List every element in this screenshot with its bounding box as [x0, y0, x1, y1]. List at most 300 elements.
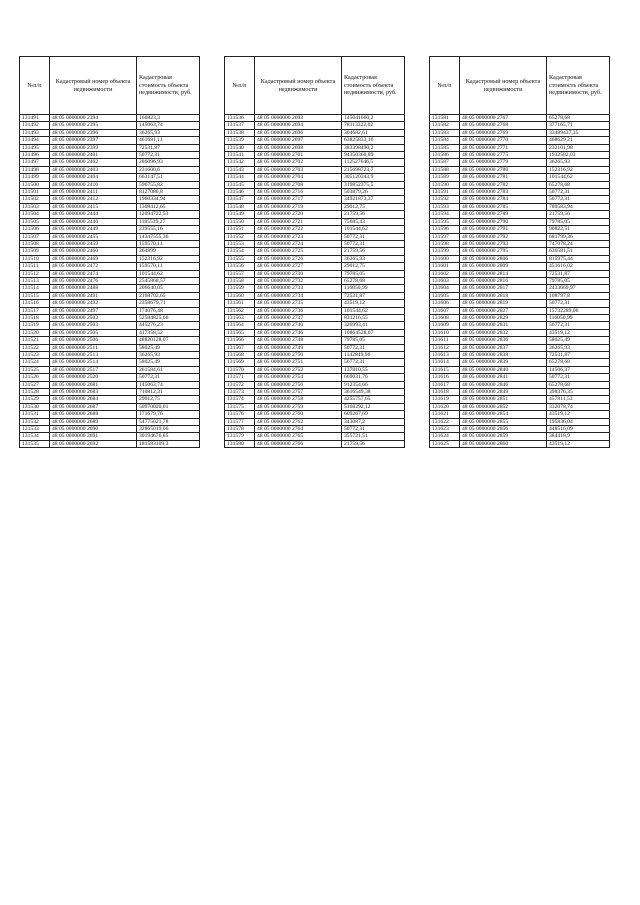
table-row [225, 270, 405, 277]
cadastral-table-2 [224, 56, 405, 448]
row-number: 131537 [225, 122, 255, 129]
cadastral-cost: 159570,11 [137, 240, 200, 247]
row-number: 131612 [430, 344, 460, 351]
cadastral-number: 48 05 0000000 2513 [50, 352, 137, 359]
cadastral-number: 48 05 0000000 2502 [50, 314, 137, 321]
cadastral-cost: 72531,87 [547, 270, 610, 277]
table-row [20, 255, 200, 262]
table-row [225, 248, 405, 255]
cadastral-cost: 29012,75 [342, 203, 405, 210]
row-number: 131614 [430, 359, 460, 366]
cadastral-cost: 195836,04 [547, 418, 610, 425]
row-number: 131518 [20, 314, 50, 321]
table-row [20, 292, 200, 299]
row-number: 131570 [225, 366, 255, 373]
cadastral-cost: 50772,31 [342, 233, 405, 240]
row-number: 131530 [20, 403, 50, 410]
cadastral-number: 48 05 0000000 2758 [255, 396, 342, 403]
cadastral-cost: 8127080,8 [137, 189, 200, 196]
table-row [430, 248, 610, 255]
table-header-row [20, 57, 200, 115]
cadastral-number: 48 05 0000000 2702 [255, 159, 342, 166]
cadastral-number: 48 05 0000000 2840 [460, 366, 547, 373]
cadastral-number: 48 05 0000000 2704 [255, 174, 342, 181]
cadastral-number: 48 05 0000000 2701 [255, 152, 342, 159]
table-row [20, 337, 200, 344]
table-row [20, 159, 200, 166]
cadastral-cost: 101544,62 [342, 307, 405, 314]
cadastral-number: 48 05 0000000 2455 [50, 233, 137, 240]
row-number: 131588 [430, 166, 460, 173]
cadastral-number: 48 05 0000000 2415 [50, 203, 137, 210]
cadastral-number: 48 05 0000000 2469 [50, 255, 137, 262]
cadastral-number: 48 05 0000000 2851 [460, 396, 547, 403]
cadastral-number: 48 05 0000000 2412 [50, 196, 137, 203]
table-row [225, 418, 405, 425]
table-row [225, 440, 405, 447]
cadastral-number: 48 05 0000000 2517 [50, 366, 137, 373]
table-row [430, 389, 610, 396]
row-number: 131622 [430, 418, 460, 425]
table-row [430, 159, 610, 166]
cadastral-cost: 4255757,65 [342, 396, 405, 403]
table-row [20, 403, 200, 410]
cadastral-cost: 264899 [137, 248, 200, 255]
row-number: 131562 [225, 307, 255, 314]
row-number: 131535 [20, 440, 50, 447]
cadastral-cost: 304682,61 [342, 129, 405, 136]
cadastral-number: 48 05 0000000 2687 [50, 403, 137, 410]
cadastral-number: 48 05 0000000 2785 [460, 203, 547, 210]
cadastral-cost: 50772,31 [137, 152, 200, 159]
table-row [430, 285, 610, 292]
table-row [225, 211, 405, 218]
row-number: 131507 [20, 233, 50, 240]
cadastral-cost: 72531,87 [137, 144, 200, 151]
table-row [225, 129, 405, 136]
cadastral-number: 48 05 0000000 2779 [460, 159, 547, 166]
cadastral-number: 48 05 0000000 2449 [50, 226, 137, 233]
table-row [20, 314, 200, 321]
table-row [20, 174, 200, 181]
cadastral-number: 48 05 0000000 2765 [255, 433, 342, 440]
row-number: 131599 [430, 248, 460, 255]
row-number: 131592 [430, 196, 460, 203]
cadastral-cost: 231600,6 [137, 166, 200, 173]
cadastral-number: 48 05 0000000 2690 [50, 426, 137, 433]
table-row [20, 240, 200, 247]
table-row [430, 329, 610, 336]
row-number: 131580 [225, 440, 255, 447]
row-number: 131603 [430, 277, 460, 284]
cadastral-number: 48 05 0000000 2809 [460, 263, 547, 270]
cadastral-number: 48 05 0000000 2860 [460, 440, 547, 447]
row-number: 131541 [225, 152, 255, 159]
row-number: 131512 [20, 270, 50, 277]
cadastral-cost: 137810,55 [342, 366, 405, 373]
table-row [225, 174, 405, 181]
cadastral-cost: 63825833,16 [342, 137, 405, 144]
cadastral-number: 48 05 0000000 2476 [50, 277, 137, 284]
cadastral-number: 48 05 0000000 2760 [255, 411, 342, 418]
cadastral-number: 48 05 0000000 2816 [460, 277, 547, 284]
row-number: 131597 [430, 233, 460, 240]
cadastral-number: 48 05 0000000 2854 [460, 411, 547, 418]
table-row [20, 426, 200, 433]
cadastral-number: 48 05 0000000 2767 [460, 115, 547, 122]
cadastral-number: 48 05 0000000 2696 [255, 129, 342, 136]
cadastral-number: 48 05 0000000 2681 [50, 381, 137, 388]
row-number: 131609 [430, 322, 460, 329]
row-number: 131568 [225, 352, 255, 359]
cadastral-number: 48 05 0000000 2756 [255, 381, 342, 388]
row-number: 131533 [20, 426, 50, 433]
cadastral-cost: 43519,12 [342, 300, 405, 307]
table-row [20, 300, 200, 307]
table-row [20, 374, 200, 381]
row-number: 131602 [430, 270, 460, 277]
row-number: 131571 [225, 374, 255, 381]
row-number: 131563 [225, 314, 255, 321]
row-number: 131492 [20, 122, 50, 129]
cadastral-cost: 65278,68 [342, 277, 405, 284]
header-cadastral: Кадастровый номер объекта недвижимости [460, 57, 547, 115]
row-number: 131506 [20, 226, 50, 233]
row-number: 131515 [20, 292, 50, 299]
cadastral-number: 48 05 0000000 2829 [460, 314, 547, 321]
cadastral-cost: 747078,24 [547, 240, 610, 247]
cadastral-number: 48 05 0000000 2750 [255, 352, 342, 359]
cadastral-number: 48 05 0000000 2725 [255, 248, 342, 255]
table-row [20, 285, 200, 292]
cadastral-number: 48 05 0000000 2404 [50, 174, 137, 181]
row-number: 131524 [20, 359, 50, 366]
cadastral-cost: 710812,31 [137, 389, 200, 396]
row-number: 131615 [430, 366, 460, 373]
row-number: 131511 [20, 263, 50, 270]
table-row [430, 418, 610, 425]
table-row [430, 181, 610, 188]
table-row [225, 389, 405, 396]
cadastral-cost: 166823,3 [137, 115, 200, 122]
cadastral-cost: 50970020,01 [137, 403, 200, 410]
table-row [225, 159, 405, 166]
cadastral-cost: 445276,23 [137, 322, 200, 329]
row-number: 131605 [430, 292, 460, 299]
cadastral-number: 48 05 0000000 2511 [50, 344, 137, 351]
table-header-row [430, 57, 610, 115]
row-number: 131624 [430, 433, 460, 440]
cadastral-cost: 417358,52 [137, 329, 200, 336]
cadastral-cost: 30194676,85 [137, 433, 200, 440]
cadastral-cost: 912354,66 [342, 381, 405, 388]
cadastral-number: 48 05 0000000 2838 [460, 352, 547, 359]
cadastral-cost: 12094722,53 [137, 211, 200, 218]
cadastral-cost: 108797,8 [547, 292, 610, 299]
cadastral-number: 48 05 0000000 2688 [50, 411, 137, 418]
cadastral-cost: 780583,94 [547, 203, 610, 210]
table-row [20, 189, 200, 196]
cadastral-cost: 451616,02 [547, 263, 610, 270]
row-number: 131608 [430, 314, 460, 321]
cadastral-cost: 36265,93 [137, 352, 200, 359]
cadastral-cost: 33489437,35 [547, 129, 610, 136]
table-row [225, 300, 405, 307]
table-row [430, 396, 610, 403]
row-number: 131514 [20, 285, 50, 292]
table-row [430, 129, 610, 136]
cadastral-cost: 448516,09 [547, 426, 610, 433]
row-number: 131523 [20, 352, 50, 359]
cadastral-cost: 383398490,2 [342, 144, 405, 151]
cadastral-number: 48 05 0000000 2859 [460, 433, 547, 440]
cadastral-cost: 14347555,36 [137, 233, 200, 240]
cadastral-number: 48 05 0000000 2497 [50, 307, 137, 314]
row-number: 131586 [430, 152, 460, 159]
cadastral-cost: 152316,92 [547, 166, 610, 173]
table-row [430, 307, 610, 314]
table-row [225, 203, 405, 210]
table-row [430, 344, 610, 351]
table-row [20, 196, 200, 203]
row-number: 131598 [430, 240, 460, 247]
header-cadastral: Кадастровый номер объекта недвижимости [255, 57, 342, 115]
row-number: 131517 [20, 307, 50, 314]
row-number: 131593 [430, 203, 460, 210]
cadastral-cost: 1308412,65 [137, 203, 200, 210]
row-number: 131493 [20, 129, 50, 136]
cadastral-number: 48 05 0000000 2783 [460, 189, 547, 196]
row-number: 131527 [20, 381, 50, 388]
row-number: 131510 [20, 255, 50, 262]
table-row [430, 322, 610, 329]
cadastral-cost: 15732289,06 [547, 307, 610, 314]
table-row [430, 292, 610, 299]
cadastral-cost: 2545868,57 [137, 277, 200, 284]
cadastral-cost: 50772,31 [342, 426, 405, 433]
table-row [20, 277, 200, 284]
cadastral-number: 48 05 0000000 2397 [50, 137, 137, 144]
cadastral-cost: 636581,51 [547, 248, 610, 255]
table-row [430, 411, 610, 418]
table-row [225, 152, 405, 159]
table-row [225, 307, 405, 314]
cadastral-number: 48 05 0000000 2814 [460, 270, 547, 277]
table-row [430, 152, 610, 159]
cadastral-cost: 29012,75 [342, 263, 405, 270]
row-number: 131500 [20, 181, 50, 188]
row-number: 131567 [225, 344, 255, 351]
header-cost: Кадастровая стоимость объекта недвижимости, руб. [547, 57, 610, 115]
cadastral-number: 48 05 0000000 2708 [255, 181, 342, 188]
cadastral-cost: 461681,11 [137, 137, 200, 144]
cadastral-cost: 75685,43 [342, 218, 405, 225]
cadastral-number: 48 05 0000000 2768 [460, 122, 547, 129]
cadastral-cost: 43519,12 [547, 329, 610, 336]
cadastral-cost: 72531,87 [547, 352, 610, 359]
row-number: 131596 [430, 226, 460, 233]
cadastral-number: 48 05 0000000 2769 [460, 129, 547, 136]
row-number: 131611 [430, 337, 460, 344]
row-number: 131579 [225, 433, 255, 440]
row-number: 131529 [20, 396, 50, 403]
cadastral-number: 48 05 0000000 2394 [50, 115, 137, 122]
cadastral-number: 48 05 0000000 2719 [255, 203, 342, 210]
row-number: 131587 [430, 159, 460, 166]
cadastral-table-1 [19, 56, 200, 448]
table-row [430, 352, 610, 359]
row-number: 131576 [225, 411, 255, 418]
row-number: 131526 [20, 374, 50, 381]
row-number: 131508 [20, 240, 50, 247]
cadastral-number: 48 05 0000000 2781 [460, 174, 547, 181]
cadastral-number: 48 05 0000000 2716 [255, 189, 342, 196]
cadastral-number: 48 05 0000000 2492 [50, 300, 137, 307]
table-row [430, 203, 610, 210]
row-number: 131616 [430, 374, 460, 381]
table-row [430, 189, 610, 196]
cadastral-cost: 239555,16 [137, 226, 200, 233]
cadastral-cost: 2433669,97 [547, 285, 610, 292]
cadastral-cost: 2168702,65 [137, 292, 200, 299]
row-number: 131610 [430, 329, 460, 336]
row-number: 131522 [20, 344, 50, 351]
cadastral-cost: 457811,53 [547, 396, 610, 403]
cadastral-cost: 50772,31 [547, 322, 610, 329]
table-row [20, 166, 200, 173]
cadastral-cost: 79785,05 [342, 270, 405, 277]
row-number: 131538 [225, 129, 255, 136]
cadastral-number: 48 05 0000000 2752 [255, 366, 342, 373]
table-row [20, 307, 200, 314]
cadastral-number: 48 05 0000000 2506 [50, 337, 137, 344]
row-number: 131509 [20, 248, 50, 255]
cadastral-number: 48 05 0000000 2780 [460, 166, 547, 173]
table-row [225, 226, 405, 233]
cadastral-cost: 10864528,07 [342, 329, 405, 336]
table-row [20, 344, 200, 351]
row-number: 131566 [225, 337, 255, 344]
table-row [430, 137, 610, 144]
table-row [225, 137, 405, 144]
cadastral-number: 48 05 0000000 2446 [50, 218, 137, 225]
table-row [20, 322, 200, 329]
table-row [225, 403, 405, 410]
cadastral-number: 48 05 0000000 2403 [50, 166, 137, 173]
table-row [20, 366, 200, 373]
table-row [225, 277, 405, 284]
row-number: 131595 [430, 218, 460, 225]
cadastral-number: 48 05 0000000 2856 [460, 426, 547, 433]
cadastral-cost: 112527646,5 [342, 159, 405, 166]
cadastral-cost: 36265,93 [137, 129, 200, 136]
table-row [430, 115, 610, 122]
row-number: 131565 [225, 329, 255, 336]
cadastral-cost: 43519,12 [547, 440, 610, 447]
cadastral-number: 48 05 0000000 2831 [460, 322, 547, 329]
cadastral-cost: 34921873,37 [342, 196, 405, 203]
cadastral-number: 48 05 0000000 2849 [460, 389, 547, 396]
cadastral-number: 48 05 0000000 2722 [255, 226, 342, 233]
row-number: 131604 [430, 285, 460, 292]
row-number: 131516 [20, 300, 50, 307]
cadastral-number: 48 05 0000000 2749 [255, 344, 342, 351]
row-number: 131505 [20, 218, 50, 225]
cadastral-cost: 261584,61 [137, 366, 200, 373]
cadastral-cost: 90822,51 [547, 226, 610, 233]
cadastral-number: 48 05 0000000 2806 [460, 255, 547, 262]
table-row [225, 263, 405, 270]
cadastral-number: 48 05 0000000 2395 [50, 122, 137, 129]
row-number: 131542 [225, 159, 255, 166]
cadastral-cost: 50772,31 [137, 374, 200, 381]
cadastral-number: 48 05 0000000 2837 [460, 344, 547, 351]
cadastral-number: 48 05 0000000 2689 [50, 418, 137, 425]
table-row [430, 314, 610, 321]
row-number: 131574 [225, 396, 255, 403]
table-row [20, 263, 200, 270]
table-row [20, 381, 200, 388]
cadastral-number: 48 05 0000000 2410 [50, 181, 137, 188]
row-number: 131584 [430, 137, 460, 144]
cadastral-cost: 101544,62 [547, 174, 610, 181]
cadastral-cost: 36265,93 [547, 344, 610, 351]
cadastral-number: 48 05 0000000 2775 [460, 152, 547, 159]
cadastral-number: 48 05 0000000 2790 [460, 218, 547, 225]
table-row [430, 433, 610, 440]
table-row [225, 314, 405, 321]
cadastral-number: 48 05 0000000 2411 [50, 189, 137, 196]
row-number: 131558 [225, 277, 255, 284]
cadastral-number: 48 05 0000000 2827 [460, 307, 547, 314]
row-number: 131623 [430, 426, 460, 433]
row-number: 131528 [20, 389, 50, 396]
cadastral-number: 48 05 0000000 2721 [255, 218, 342, 225]
cadastral-number: 48 05 0000000 2724 [255, 240, 342, 247]
cadastral-cost: 65278,68 [547, 115, 610, 122]
cadastral-cost: 305120343,9 [342, 174, 405, 181]
cadastral-cost: 326993,41 [342, 322, 405, 329]
cadastral-cost: 50772,31 [342, 240, 405, 247]
cadastral-number: 48 05 0000000 2770 [460, 137, 547, 144]
row-number: 131504 [20, 211, 50, 218]
table-row [430, 270, 610, 277]
cadastral-number: 48 05 0000000 2737 [255, 314, 342, 321]
row-number: 131532 [20, 418, 50, 425]
cadastral-number: 48 05 0000000 2444 [50, 211, 137, 218]
row-number: 131560 [225, 292, 255, 299]
row-number: 131555 [225, 255, 255, 262]
cadastral-number: 48 05 0000000 2460 [50, 248, 137, 255]
row-number: 131545 [225, 181, 255, 188]
table-header-row [225, 57, 405, 115]
row-number: 131590 [430, 181, 460, 188]
cadastral-cost: 831216,55 [342, 314, 405, 321]
cadastral-cost: 145041660,2 [342, 115, 405, 122]
cadastral-number: 48 05 0000000 2723 [255, 233, 342, 240]
cadastral-cost: 181583109,3 [137, 440, 200, 447]
header-cost: Кадастровая стоимость объекта недвижимости, руб. [342, 57, 405, 115]
cadastral-cost: 72531,87 [342, 292, 405, 299]
cadastral-number: 48 05 0000000 2784 [460, 196, 547, 203]
cadastral-number: 48 05 0000000 2732 [255, 277, 342, 284]
row-number: 131495 [20, 144, 50, 151]
row-number: 131559 [225, 285, 255, 292]
table-row [430, 166, 610, 173]
cadastral-cost: 171679,76 [137, 411, 200, 418]
cadastral-cost: 50772,31 [547, 300, 610, 307]
table-row [20, 211, 200, 218]
